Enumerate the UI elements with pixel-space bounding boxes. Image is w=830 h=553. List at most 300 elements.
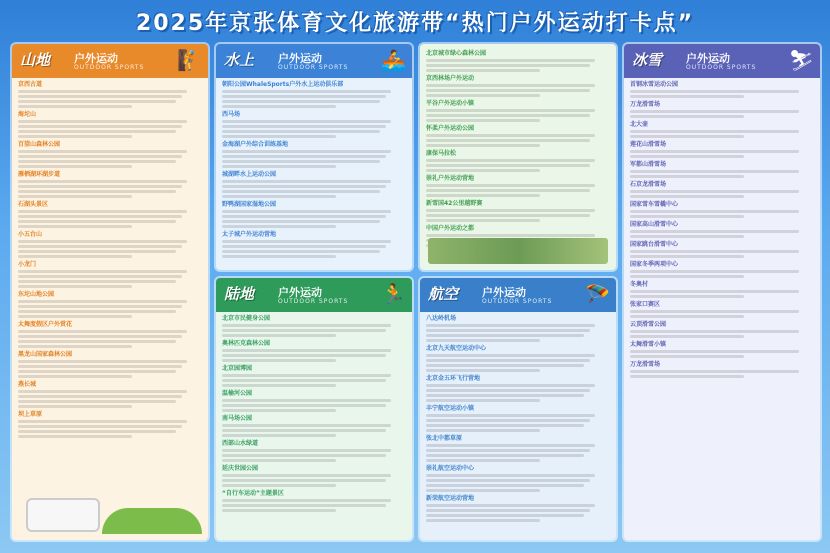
hotspot-item <box>222 141 406 168</box>
description-text-line <box>426 419 590 422</box>
description-text-line <box>426 159 595 162</box>
hotspot-item <box>222 171 406 198</box>
hotspot-item <box>426 405 610 432</box>
hotspot-item-title: 万龙滑雪场 <box>630 101 661 108</box>
description-text-line <box>18 315 132 318</box>
description-text-line <box>222 479 386 482</box>
description-text-line <box>426 429 540 432</box>
description-text-line <box>18 275 182 278</box>
description-text-line <box>630 330 799 333</box>
description-text-line <box>18 330 187 333</box>
description-text-line <box>222 195 336 198</box>
panel-aviation-badge: 航空 <box>428 285 459 303</box>
hotspot-item-title: 野鸭湖国家湿地公园 <box>222 201 277 208</box>
hotspot-item-title: 小龙门 <box>18 261 37 268</box>
panel-aviation-title: 户外运动 <box>482 286 526 299</box>
panel-water-subtitle: OUTDOOR SPORTS <box>278 64 349 71</box>
panel-snow-subtitle: OUTDOOR SPORTS <box>686 64 757 71</box>
hotspot-item <box>18 411 202 438</box>
hotspot-item <box>630 261 814 278</box>
description-text-line <box>222 95 386 98</box>
description-text-line <box>222 354 386 357</box>
hotspot-item-title: 城湖畔水上运动公园 <box>222 171 277 178</box>
hotspot-item <box>426 125 610 147</box>
description-text-line <box>426 94 540 97</box>
hotspot-item <box>630 201 814 218</box>
description-text-line <box>18 165 132 168</box>
hotspot-item-title: 延庆世园公园 <box>222 465 259 472</box>
description-text-line <box>426 214 590 217</box>
hotspot-item-title: 张北中都草原 <box>426 435 463 442</box>
description-text-line <box>18 120 187 123</box>
hotspot-item <box>222 490 406 512</box>
hotspot-item <box>426 315 610 342</box>
description-text-line <box>18 150 187 153</box>
hotspot-item <box>222 111 406 138</box>
description-text-line <box>426 519 540 522</box>
hotspot-item-title: 八达岭机场 <box>426 315 457 322</box>
description-text-line <box>222 409 336 412</box>
hotspot-item <box>222 231 406 258</box>
hotspot-item-title: 太舞滑雪小镇 <box>630 341 667 348</box>
hotspot-item-title: 国家跳台滑雪中心 <box>630 241 679 248</box>
description-text-line <box>630 215 744 218</box>
hotspot-item-title: 东坨山地公园 <box>18 291 55 298</box>
description-text-line <box>630 315 744 318</box>
description-text-line <box>222 190 380 193</box>
description-text-line <box>426 169 540 172</box>
description-text-line <box>426 369 540 372</box>
hotspot-item <box>222 365 406 387</box>
hotspot-item-title: 北京园博园 <box>222 365 253 372</box>
description-text-line <box>18 100 176 103</box>
hiker-icon: 🧗 <box>177 48 202 72</box>
panel-general <box>420 44 616 270</box>
hotspot-item <box>18 261 202 288</box>
description-text-line <box>630 355 744 358</box>
hotspot-item-title: 康保马拉松 <box>426 150 457 157</box>
hotspot-item <box>426 100 610 122</box>
description-text-line <box>426 164 590 167</box>
description-text-line <box>630 350 799 353</box>
description-text-line <box>630 95 744 98</box>
panel-water-list <box>216 78 412 264</box>
description-text-line <box>426 329 590 332</box>
description-text-line <box>18 340 176 343</box>
panel-snow-list <box>624 78 820 384</box>
description-text-line <box>18 190 176 193</box>
description-text-line <box>18 125 182 128</box>
description-text-line <box>18 250 176 253</box>
hotspot-item-title: 中国户外运动之都 <box>426 225 475 232</box>
hotspot-item-title: 北京市民健身公园 <box>222 315 271 322</box>
description-text-line <box>18 90 187 93</box>
description-text-line <box>18 360 187 363</box>
hotspot-item-title: 朝阳公园WhaleSports户外水上运动俱乐部 <box>222 81 344 88</box>
panel-land-list <box>216 312 412 518</box>
hotspot-item-title: 京西古道 <box>18 81 43 88</box>
panel-aviation-header <box>420 278 616 312</box>
description-text-line <box>426 489 540 492</box>
hotspot-item <box>18 321 202 348</box>
description-text-line <box>426 219 540 222</box>
hotspot-item <box>222 415 406 437</box>
description-text-line <box>222 105 336 108</box>
panel-mountain <box>12 44 208 540</box>
hotspot-item-title: 温榆河公园 <box>222 390 253 397</box>
description-text-line <box>426 119 540 122</box>
description-text-line <box>222 324 391 327</box>
description-text-line <box>426 109 595 112</box>
description-text-line <box>630 170 799 173</box>
description-text-line <box>426 339 540 342</box>
hotspot-item-title: 奥林匹克森林公园 <box>222 340 271 347</box>
description-text-line <box>426 194 540 197</box>
hotspot-item <box>222 465 406 487</box>
hotspot-item <box>18 351 202 378</box>
description-text-line <box>630 230 799 233</box>
description-text-line <box>426 454 584 457</box>
description-text-line <box>630 115 744 118</box>
description-text-line <box>426 114 590 117</box>
hotspot-item <box>18 141 202 168</box>
panel-snow-title: 户外运动 <box>686 52 730 65</box>
hotspot-item-title: 冬奥村 <box>630 281 649 288</box>
panel-land-subtitle: OUTDOOR SPORTS <box>278 298 349 305</box>
panel-water <box>216 44 412 270</box>
hotspot-item-title: 金海湖户外综合训练基地 <box>222 141 289 148</box>
runner-icon: 🏃 <box>381 282 406 306</box>
panel-snow <box>624 44 820 540</box>
description-text-line <box>426 479 590 482</box>
description-text-line <box>630 375 744 378</box>
hotspot-item-title: 怀柔户外运动公园 <box>426 125 475 132</box>
description-text-line <box>426 509 590 512</box>
description-text-line <box>18 310 176 313</box>
description-text-line <box>426 84 595 87</box>
hotspot-item-title: 新雪国42公里越野赛 <box>426 200 483 207</box>
panel-water-badge: 水上 <box>224 51 255 69</box>
description-text-line <box>222 434 336 437</box>
description-text-line <box>426 359 590 362</box>
description-text-line <box>222 220 380 223</box>
description-text-line <box>426 234 595 237</box>
hotspot-item-title: 北大壶 <box>630 121 649 128</box>
hotspot-item <box>426 375 610 402</box>
hotspot-item <box>630 161 814 178</box>
hotspot-item <box>18 81 202 108</box>
hotspot-item-title: 万龙滑雪场 <box>630 361 661 368</box>
hotspot-item <box>630 141 814 158</box>
hotspot-item-title: 崇礼户外运动营地 <box>426 175 475 182</box>
panel-land-badge: 陆地 <box>224 285 255 303</box>
hotspot-item-title: 北京金五环飞行营地 <box>426 375 481 382</box>
description-text-line <box>222 240 391 243</box>
description-text-line <box>18 285 132 288</box>
hotspot-item-title: 云顶滑雪公园 <box>630 321 667 328</box>
description-text-line <box>222 424 391 427</box>
description-text-line <box>630 235 744 238</box>
hotspot-item-title: 雁栖湖环湖步道 <box>18 171 61 178</box>
hotspot-item-title: 海坨山 <box>18 111 37 118</box>
hotspot-item <box>222 340 406 362</box>
description-text-line <box>222 384 336 387</box>
hotspot-item <box>426 50 610 72</box>
description-text-line <box>18 280 176 283</box>
skier-icon: ⛷ <box>788 48 814 72</box>
description-text-line <box>18 400 176 403</box>
hotspot-item-title: 北京九天航空运动中心 <box>426 345 487 352</box>
description-text-line <box>18 435 132 438</box>
panel-mountain-badge: 山地 <box>20 51 51 69</box>
description-text-line <box>222 484 336 487</box>
description-text-line <box>426 134 595 137</box>
description-text-line <box>18 420 187 423</box>
hotspot-item <box>426 200 610 222</box>
panel-snow-badge: 冰雪 <box>632 51 663 69</box>
description-text-line <box>18 210 187 213</box>
description-text-line <box>222 334 336 337</box>
hotspot-item-title: 黑龙山国家森林公园 <box>18 351 73 358</box>
description-text-line <box>222 225 336 228</box>
hotspot-item-title: 张家口赛区 <box>630 301 661 308</box>
description-text-line <box>222 125 386 128</box>
hotspot-item <box>630 121 814 138</box>
description-text-line <box>18 135 132 138</box>
camper-van-illustration <box>26 498 100 532</box>
description-text-line <box>18 335 182 338</box>
description-text-line <box>426 394 584 397</box>
description-text-line <box>18 405 132 408</box>
description-text-line <box>630 335 744 338</box>
description-text-line <box>630 135 744 138</box>
description-text-line <box>18 180 187 183</box>
description-text-line <box>18 220 176 223</box>
hotspot-item <box>222 81 406 108</box>
description-text-line <box>222 210 391 213</box>
description-text-line <box>426 144 540 147</box>
description-text-line <box>222 245 386 248</box>
hotspot-item-title: 国家高山滑雪中心 <box>630 221 679 228</box>
hotspot-item-title: 西马场 <box>222 111 241 118</box>
description-text-line <box>222 135 336 138</box>
hotspot-item-title: “自行车运动”主题景区 <box>222 490 284 497</box>
panel-mountain-title: 户外运动 <box>74 52 118 65</box>
hotspot-item <box>630 181 814 198</box>
panel-aviation <box>420 278 616 540</box>
panel-land <box>216 278 412 540</box>
description-text-line <box>222 509 336 512</box>
description-text-line <box>18 215 182 218</box>
description-text-line <box>18 255 132 258</box>
hotspot-item <box>18 291 202 318</box>
description-text-line <box>426 324 595 327</box>
hotspot-item <box>18 231 202 258</box>
description-text-line <box>630 150 799 153</box>
description-text-line <box>18 185 182 188</box>
description-text-line <box>222 329 386 332</box>
description-text-line <box>426 64 590 67</box>
panel-mountain-subtitle: OUTDOOR SPORTS <box>74 64 145 71</box>
description-text-line <box>426 139 590 142</box>
description-text-line <box>426 424 584 427</box>
description-text-line <box>630 155 744 158</box>
description-text-line <box>630 195 744 198</box>
hotspot-item <box>630 101 814 118</box>
hotspot-item <box>426 435 610 462</box>
hotspot-item-title: 首钢冰雪运动公园 <box>630 81 679 88</box>
description-text-line <box>630 275 744 278</box>
description-text-line <box>222 185 386 188</box>
description-text-line <box>18 155 182 158</box>
hotspot-item-title: 新荣航空运动营地 <box>426 495 475 502</box>
hotspot-item-title: 坝上草原 <box>18 411 43 418</box>
description-text-line <box>222 255 336 258</box>
description-text-line <box>18 305 182 308</box>
description-text-line <box>630 310 799 313</box>
description-text-line <box>426 184 595 187</box>
description-text-line <box>222 454 386 457</box>
description-text-line <box>630 270 799 273</box>
hotspot-item <box>630 81 814 98</box>
page-title: 2025年京张体育文化旅游带“热门户外运动打卡点” <box>135 11 695 36</box>
description-text-line <box>222 120 391 123</box>
description-text-line <box>18 105 132 108</box>
hotspot-item-title: 丰宁航空运动小镇 <box>426 405 475 412</box>
description-text-line <box>222 459 336 462</box>
panel-water-title: 户外运动 <box>278 52 322 65</box>
description-text-line <box>630 110 799 113</box>
description-text-line <box>426 354 595 357</box>
description-text-line <box>222 100 380 103</box>
description-text-line <box>426 189 590 192</box>
description-text-line <box>18 425 182 428</box>
description-text-line <box>222 499 391 502</box>
hotspot-item <box>222 315 406 337</box>
description-text-line <box>630 175 744 178</box>
hotspot-item <box>630 301 814 318</box>
hotspot-item <box>630 361 814 378</box>
hotspot-item-title: 国家冬季两项中心 <box>630 261 679 268</box>
description-text-line <box>630 90 799 93</box>
hotspot-item-title: 莲花山滑雪场 <box>630 141 667 148</box>
description-text-line <box>222 90 391 93</box>
description-text-line <box>222 474 391 477</box>
description-text-line <box>222 404 386 407</box>
hotspot-item-title: 军都山滑雪场 <box>630 161 667 168</box>
description-text-line <box>222 180 391 183</box>
paraglider-icon: 🪂 <box>585 282 610 306</box>
description-text-line <box>18 375 132 378</box>
description-text-line <box>18 270 187 273</box>
hotspot-item <box>222 440 406 462</box>
hotspot-item <box>426 75 610 97</box>
hotspot-item <box>630 221 814 238</box>
hotspot-item <box>18 201 202 228</box>
description-text-line <box>630 370 799 373</box>
description-text-line <box>630 250 799 253</box>
town-photo <box>428 238 608 264</box>
description-text-line <box>222 504 386 507</box>
hotspot-item-title: 太舞度假区户外赏花 <box>18 321 73 328</box>
description-text-line <box>18 370 176 373</box>
hotspot-item-title: 国家雪车雪橇中心 <box>630 201 679 208</box>
description-text-line <box>222 215 386 218</box>
description-text-line <box>222 429 386 432</box>
description-text-line <box>222 359 336 362</box>
hotspot-item <box>426 175 610 197</box>
description-text-line <box>630 130 799 133</box>
description-text-line <box>18 225 132 228</box>
hotspot-item <box>18 171 202 198</box>
hotspot-item <box>426 495 610 522</box>
description-text-line <box>18 395 182 398</box>
description-text-line <box>18 245 182 248</box>
hotspot-item <box>18 111 202 138</box>
description-text-line <box>222 379 386 382</box>
hotspot-item-title: 南马场公园 <box>222 415 253 422</box>
description-text-line <box>222 250 380 253</box>
description-text-line <box>426 474 595 477</box>
panel-aviation-subtitle: OUTDOOR SPORTS <box>482 298 553 305</box>
hotspot-item <box>18 381 202 408</box>
description-text-line <box>426 209 595 212</box>
hills-illustration <box>102 508 202 534</box>
description-text-line <box>18 390 187 393</box>
hotspot-item <box>630 321 814 338</box>
description-text-line <box>426 444 595 447</box>
description-text-line <box>426 389 590 392</box>
hotspot-item-title: 京西林场户外运动 <box>426 75 475 82</box>
description-text-line <box>426 399 540 402</box>
hotspot-item-title: 百望山森林公园 <box>18 141 61 148</box>
description-text-line <box>426 364 584 367</box>
description-text-line <box>18 130 176 133</box>
description-text-line <box>18 240 187 243</box>
description-text-line <box>426 449 590 452</box>
panel-land-title: 户外运动 <box>278 286 322 299</box>
description-text-line <box>426 384 595 387</box>
hotspot-item <box>630 241 814 258</box>
hotspot-item <box>426 345 610 372</box>
description-text-line <box>426 59 595 62</box>
hotspot-item <box>426 465 610 492</box>
description-text-line <box>18 345 132 348</box>
description-text-line <box>426 459 540 462</box>
hotspot-item-title: 太子城户外运动营地 <box>222 231 277 238</box>
description-text-line <box>426 504 595 507</box>
description-text-line <box>222 349 391 352</box>
description-text-line <box>426 69 540 72</box>
description-text-line <box>630 255 744 258</box>
hotspot-item-title: 北京城市绿心森林公园 <box>426 50 487 57</box>
hotspot-item-title: 小五台山 <box>18 231 43 238</box>
description-text-line <box>222 449 391 452</box>
description-text-line <box>630 290 799 293</box>
description-text-line <box>222 399 391 402</box>
panel-mountain-header <box>12 44 208 78</box>
panel-mountain-list <box>12 78 208 444</box>
description-text-line <box>18 365 182 368</box>
description-text-line <box>630 295 744 298</box>
panel-land-header <box>216 278 412 312</box>
panel-general-list <box>420 44 616 253</box>
hotspot-item <box>426 150 610 172</box>
description-text-line <box>426 484 584 487</box>
description-text-line <box>630 190 799 193</box>
hotspot-item-title: 西部山水绿道 <box>222 440 259 447</box>
description-text-line <box>426 414 595 417</box>
